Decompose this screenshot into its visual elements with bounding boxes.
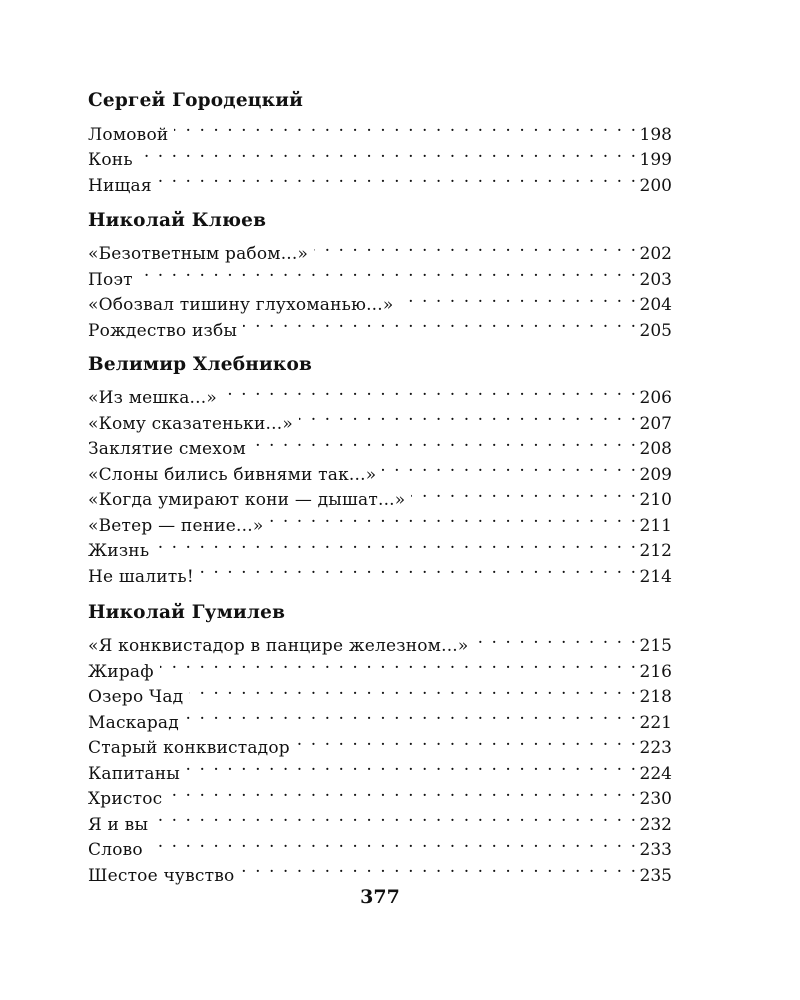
toc-entry bbox=[88, 114, 672, 145]
toc-section-gumilev bbox=[88, 600, 672, 886]
toc-entry bbox=[88, 234, 672, 264]
toc-entry-title: «Ветер — пение...» bbox=[88, 515, 264, 536]
dot-leader bbox=[382, 454, 637, 480]
toc-entry-title: «Когда умирают кони — дышат...» bbox=[88, 490, 406, 510]
dot-leader bbox=[174, 114, 637, 140]
toc-entry-page: 214 bbox=[639, 566, 672, 587]
toc-entry-title: Христос bbox=[88, 789, 163, 809]
toc-entry-page: 210 bbox=[639, 490, 672, 510]
dot-leader bbox=[168, 779, 637, 805]
author-heading: Николай Гумилев bbox=[88, 601, 286, 623]
toc-entry-title: «Обозвал тишину глухоманью...» bbox=[88, 295, 394, 315]
toc-entry-title: Слово bbox=[88, 840, 143, 860]
toc-entry-page: 206 bbox=[639, 388, 672, 408]
dot-leader bbox=[160, 651, 638, 677]
author-heading: Николай Клюев bbox=[88, 209, 267, 231]
toc-entry-page: 198 bbox=[639, 124, 672, 145]
dot-leader bbox=[399, 285, 637, 311]
toc-entry-title: Рождество избы bbox=[88, 320, 238, 341]
toc-entry-page: 204 bbox=[639, 295, 672, 315]
toc-entry bbox=[88, 165, 672, 196]
toc-entry bbox=[88, 626, 672, 656]
table-of-contents bbox=[88, 88, 672, 886]
toc-entry-title: «Кому сказатеньки...» bbox=[88, 413, 293, 434]
toc-entry-title: Заклятие смехом bbox=[88, 439, 246, 459]
toc-entry-title: Ломовой bbox=[88, 124, 169, 145]
toc-entry-page: 233 bbox=[639, 840, 672, 860]
dot-leader bbox=[139, 140, 638, 166]
toc-entry bbox=[88, 651, 672, 682]
toc-entry bbox=[88, 830, 672, 860]
author-heading: Велимир Хлебников bbox=[88, 353, 313, 375]
toc-entry-title: Не шалить! bbox=[88, 566, 194, 587]
toc-entry-page: 221 bbox=[639, 712, 672, 733]
toc-entry-title: «Я конквистадор в панцире железном...» bbox=[88, 636, 469, 656]
toc-entry bbox=[88, 285, 672, 315]
dot-leader bbox=[314, 234, 637, 260]
toc-entry-title: Поэт bbox=[88, 269, 133, 290]
toc-entry bbox=[88, 677, 672, 707]
toc-entry-page: 215 bbox=[639, 636, 672, 656]
dot-leader bbox=[155, 531, 637, 557]
toc-entry-page: 218 bbox=[639, 687, 672, 707]
toc-entry bbox=[88, 804, 672, 835]
dot-leader bbox=[149, 830, 638, 856]
dot-leader bbox=[411, 480, 637, 506]
toc-entry-title: Я и вы bbox=[88, 814, 149, 835]
page-number: 377 bbox=[360, 886, 400, 908]
dot-leader bbox=[269, 505, 637, 531]
toc-entry-page: 200 bbox=[639, 175, 672, 196]
dot-leader bbox=[185, 702, 638, 728]
toc-entry-page: 216 bbox=[639, 661, 672, 682]
toc-entry-page: 224 bbox=[639, 763, 672, 784]
author-heading: Сергей Городецкий bbox=[88, 90, 304, 111]
toc-entry-page: 207 bbox=[639, 413, 672, 434]
toc-entry-page: 209 bbox=[639, 464, 672, 485]
toc-entry bbox=[88, 779, 672, 809]
dot-leader bbox=[296, 728, 638, 754]
toc-entry-page: 203 bbox=[639, 269, 672, 290]
toc-entry-title: «Из мешка...» bbox=[88, 388, 217, 408]
toc-entry-page: 223 bbox=[639, 738, 672, 758]
toc-entry-page: 230 bbox=[639, 789, 672, 809]
dot-leader bbox=[200, 556, 638, 582]
toc-section-gorodetsky bbox=[88, 88, 672, 196]
dot-leader bbox=[223, 378, 638, 404]
toc-entry bbox=[88, 531, 672, 561]
toc-entry-title: Нищая bbox=[88, 175, 152, 196]
toc-entry-title: Шестое чувство bbox=[88, 865, 235, 886]
toc-entry-title: «Безответным рабом...» bbox=[88, 244, 309, 264]
dot-leader bbox=[252, 429, 638, 455]
toc-entry-page: 205 bbox=[639, 320, 672, 341]
toc-entry bbox=[88, 259, 672, 290]
toc-section-klyuev bbox=[88, 208, 672, 341]
toc-entry-page: 212 bbox=[639, 541, 672, 561]
dot-leader bbox=[475, 626, 638, 652]
section-spacer bbox=[88, 191, 672, 208]
toc-entry-title: Жизнь bbox=[88, 541, 150, 561]
toc-entry-page: 199 bbox=[639, 150, 672, 170]
toc-entry-page: 202 bbox=[639, 244, 672, 264]
toc-entry-page: 232 bbox=[639, 814, 672, 835]
toc-entry-title: Старый конквистадор bbox=[88, 738, 290, 758]
dot-leader bbox=[189, 677, 637, 703]
dot-leader bbox=[299, 403, 638, 429]
toc-entry-title: Жираф bbox=[88, 661, 154, 682]
toc-entry bbox=[88, 556, 672, 587]
toc-entry-page: 235 bbox=[639, 865, 672, 886]
toc-entry-title: Конь bbox=[88, 150, 133, 170]
toc-entry-title: Озеро Чад bbox=[88, 687, 184, 707]
toc-entry bbox=[88, 140, 672, 170]
dot-leader bbox=[139, 259, 638, 285]
dot-leader bbox=[158, 165, 638, 191]
toc-entry-title: Капитаны bbox=[88, 763, 180, 784]
toc-entry bbox=[88, 378, 672, 408]
dot-leader bbox=[240, 855, 637, 881]
dot-leader bbox=[154, 804, 637, 830]
dot-leader bbox=[186, 753, 638, 779]
toc-entry-title: Маскарад bbox=[88, 712, 179, 733]
toc-entry-page: 208 bbox=[639, 439, 672, 459]
toc-entry-title: «Слоны бились бивнями так...» bbox=[88, 464, 377, 485]
toc-entry bbox=[88, 855, 672, 886]
toc-entry-page: 211 bbox=[639, 515, 672, 536]
dot-leader bbox=[243, 310, 637, 336]
toc-section-khlebnikov bbox=[88, 352, 672, 587]
